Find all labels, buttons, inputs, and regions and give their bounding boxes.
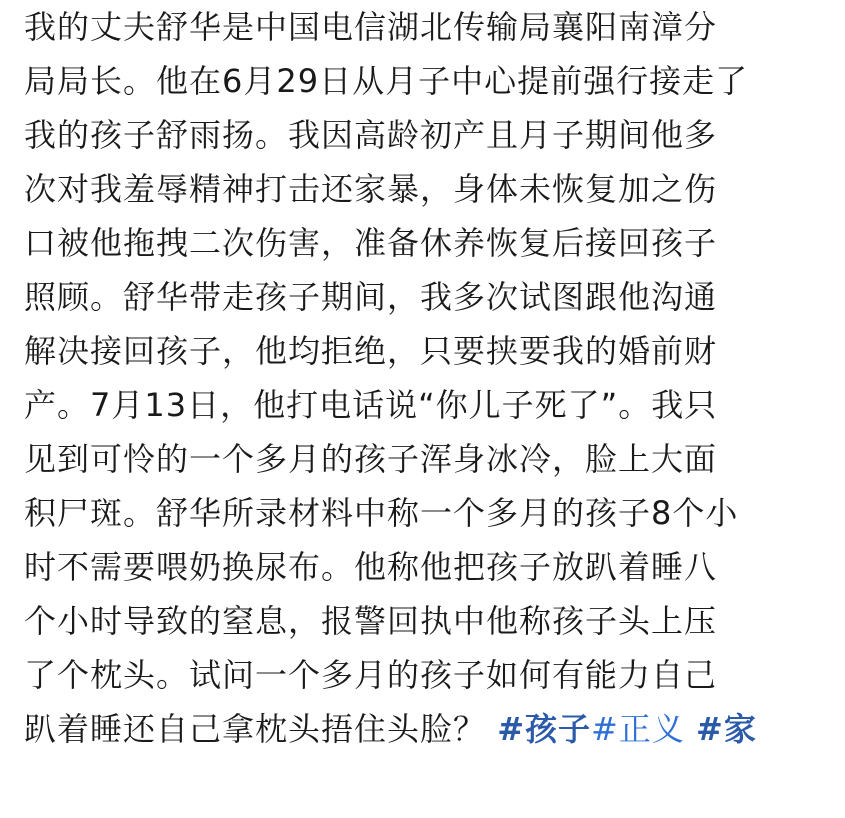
post-line-13: 了个枕头。试问一个多月的孩子如何有能力自己 — [24, 656, 718, 694]
post-line-2: 局局长。他在6月29日从月子中心提前强行接走了 — [24, 62, 749, 100]
post-line-10: 积尸斑。舒华所录材料中称一个多月的孩子8个小 — [24, 494, 739, 532]
post-line-6: 照顾。舒华带走孩子期间，我多次试图跟他沟通 — [24, 278, 718, 316]
post-line-14-text: 趴着睡还自己拿枕头捂住头脸？ — [24, 710, 487, 748]
hashtag-child[interactable]: #孩子 — [497, 710, 592, 748]
post-line-11: 时不需要喂奶换尿布。他称他把孩子放趴着睡八 — [24, 548, 718, 586]
post-line-3: 我的孩子舒雨扬。我因高龄初产且月子期间他多 — [24, 116, 718, 154]
post-line-1: 我的丈夫舒华是中国电信湖北传输局襄阳南漳分 — [24, 8, 718, 46]
post-body — [24, 0, 824, 756]
post-line-9: 见到可怜的一个多月的孩子浑身冰冷，脸上大面 — [24, 440, 718, 478]
hashtag-justice[interactable]: #正义 — [591, 710, 685, 748]
hashtag-family[interactable]: #家 — [696, 710, 757, 748]
post-line-14 — [24, 702, 824, 756]
post-line-7: 解决接回孩子，他均拒绝，只要挟要我的婚前财 — [24, 332, 718, 370]
post-line-4: 次对我羞辱精神打击还家暴，身体未恢复加之伤 — [24, 170, 718, 208]
post-line-5: 口被他拖拽二次伤害，准备休养恢复后接回孩子 — [24, 224, 718, 262]
post-line-12: 个小时导致的窒息，报警回执中他称孩子头上压 — [24, 602, 718, 640]
post-line-8: 产。7月13日，他打电话说“你儿子死了”。我只 — [24, 386, 718, 424]
